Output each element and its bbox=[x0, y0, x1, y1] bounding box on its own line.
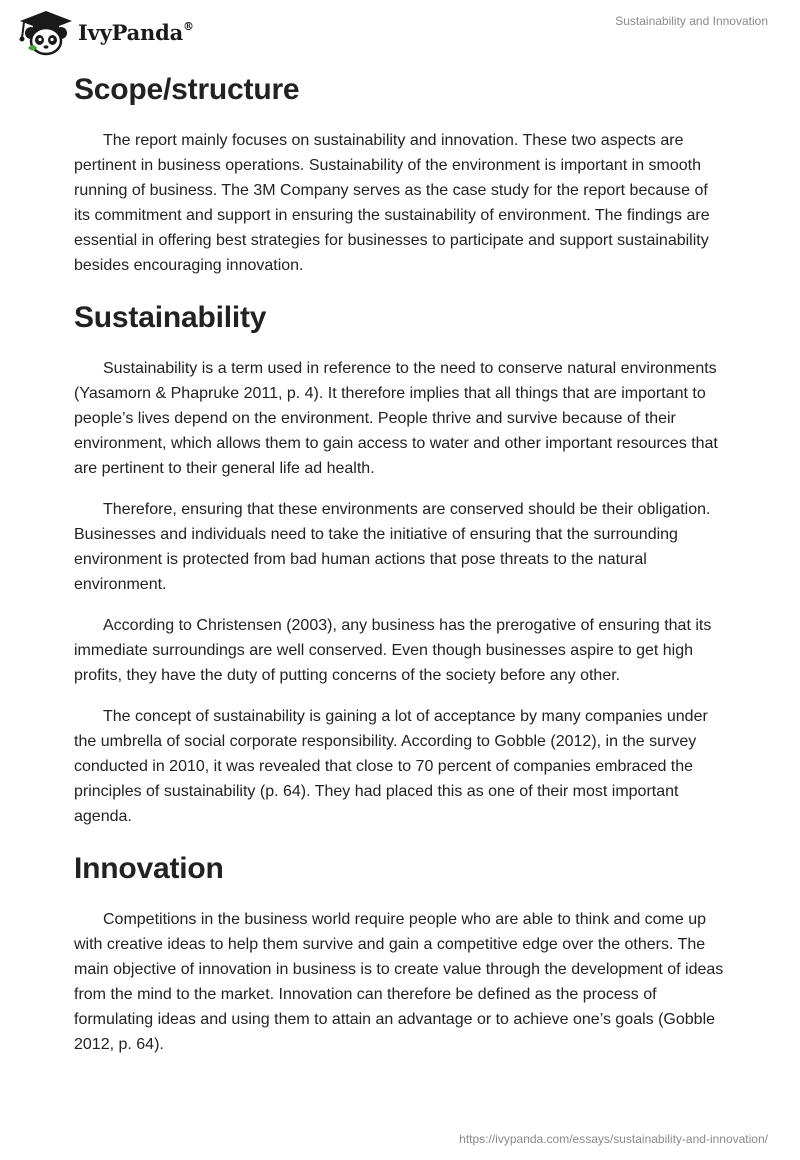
paragraph: Therefore, ensuring that these environments are conserved should be their obligation. Businesses and individuals need to take the initiative of ensuring that the surrounding environment is protected from bad human actions that pose threats to the natural environment. bbox=[74, 501, 711, 593]
section-sustainability bbox=[74, 294, 724, 829]
paragraph: The report mainly focuses on sustainability and innovation. These two aspects are pertinent in business operations. Sustainability of the environment is important in smooth running of business. The 3M Company serves as the case study for the report because of its commitment and support in ensuring the sustainability of environment. The findings are essential in offering best strategies for businesses to participate and support sustainability besides encouraging innovation. bbox=[74, 132, 710, 274]
paragraph: The concept of sustainability is gaining a lot of acceptance by many companies under the umbrella of social corporate responsibility. According to Gobble (2012), in the survey conducted in 2010, it was revealed that close to 70 percent of companies embraced the principles of sustainability (p. 64). They had placed this as one of their most important agenda. bbox=[74, 708, 708, 825]
section-scope-structure bbox=[74, 66, 724, 278]
source-url-link[interactable]: https://ivypanda.com/essays/sustainability-and-innovation/ bbox=[459, 1132, 768, 1146]
panda-graduate-icon bbox=[16, 8, 74, 56]
section-heading: Scope/structure bbox=[74, 73, 300, 106]
document-title: Sustainability and Innovation bbox=[615, 14, 768, 28]
paragraph: According to Christensen (2003), any business has the prerogative of ensuring that its immediate surroundings are well conserved. Even though businesses aspire to get high profits, they have the duty of putting concerns of the society before any other. bbox=[74, 617, 712, 684]
essay-content bbox=[74, 66, 724, 1073]
paragraph: Competitions in the business world require people who are able to think and come up with creative ideas to help them survive and gain a competitive edge over the others. The main objective of innovation in business is to create value through the development of ideas from the mind to the market. Innovation can therefore be defined as the process of formulating ideas and using them to attain an advantage or to achieve one’s goals (Gobble 2012, p. 64). bbox=[74, 911, 724, 1053]
section-heading: Sustainability bbox=[74, 301, 267, 334]
logo-text: IvyPanda® bbox=[78, 19, 194, 45]
section-innovation bbox=[74, 845, 724, 1057]
paragraph: Sustainability is a term used in reference to the need to conserve natural environments (Yasamorn & Phapruke 2011, p. 4). It therefore implies that all things that are important to people’s lives depend on the environment. People thrive and survive because of their environment, which allows them to gain access to water and other important resources that are pertinent to their general life ad health. bbox=[74, 360, 718, 477]
ivypanda-logo[interactable] bbox=[16, 8, 194, 56]
page-header bbox=[16, 8, 768, 56]
section-heading: Innovation bbox=[74, 852, 224, 885]
